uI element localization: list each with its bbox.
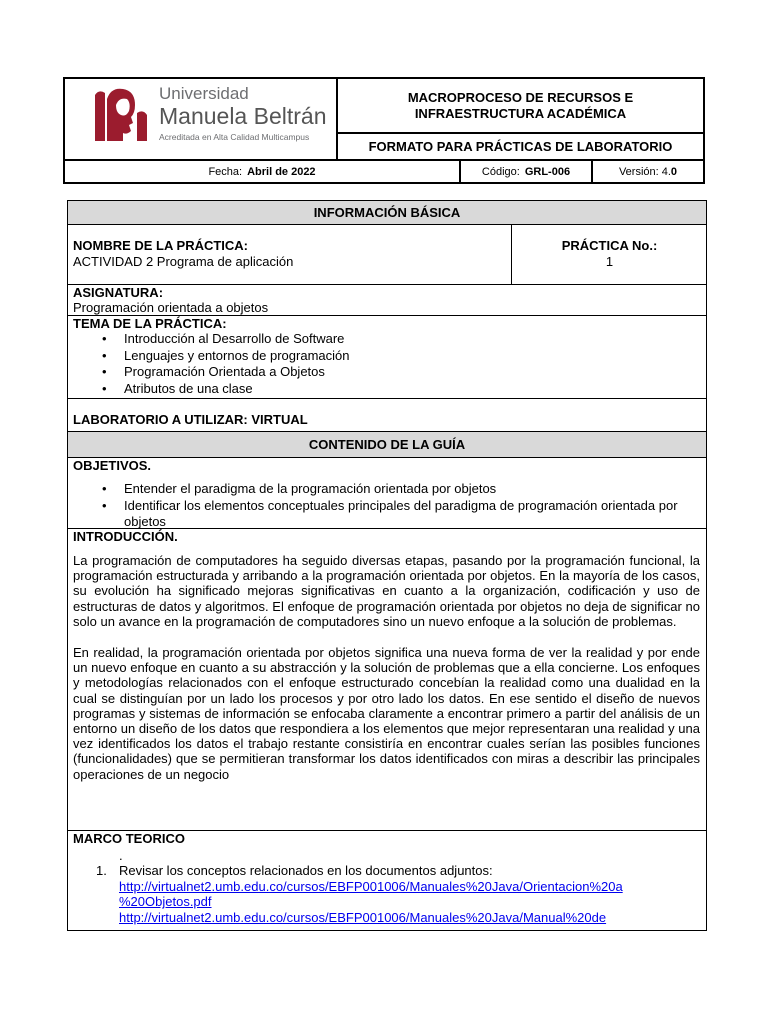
doc-link-1a[interactable]: http://virtualnet2.umb.edu.co/cursos/EBFP001006/Manuales%20Java/Orientacion%20a xyxy=(119,878,623,894)
codigo-cell xyxy=(461,161,593,182)
marco-label: MARCO TEORICO xyxy=(73,831,185,846)
header-meta-row xyxy=(65,159,703,182)
marco-item-text: Revisar los conceptos relacionados en los documentos adjuntos: xyxy=(119,863,493,878)
codigo-label: Código: xyxy=(481,165,520,178)
university-emblem-icon xyxy=(89,83,151,145)
practica-label: PRÁCTICA No.: xyxy=(561,238,658,253)
fecha-cell xyxy=(65,161,461,182)
nombre-cell xyxy=(68,238,299,270)
introduccion-row xyxy=(68,529,706,831)
list-item: • Lenguajes y entornos de programación xyxy=(124,348,700,365)
contenido-title: CONTENIDO DE LA GUÍA xyxy=(308,437,466,452)
introduccion-label: INTRODUCCIÓN. xyxy=(73,529,178,544)
logo-line-3: Acreditada en Alta Calidad Multicampus xyxy=(159,132,310,142)
marco-dot: . xyxy=(119,848,123,863)
intro-paragraph-2: En realidad, la programación orientada por objetos significa una nueva forma de ver la realidad y por ende un nuevo enfoque en cuanto a su abstracción y la solución de problemas que a ella concierne. Los enfoques y metodologías relacionados con el enfoque estructurado concebían la realidad como una dualidad en la cual se distinguían por un lado los procesos y por otro lado los datos. En ese sentido el diseño de nuevos programas y sistemas de información se enfocaba claramente a encontrar primero a partir del análisis de un entorno un diseño de los datos que respondiera a los elementos que mejor representaran una realidad y una vez identificados los datos el trabajo restante consistiría en encontrar cuales serían las posibles funciones (funcionalidades) que se permitieran transformar los datos identificados con miras a describir las principales operaciones de un negocio xyxy=(73,645,700,782)
logo-line-1: Universidad xyxy=(159,84,249,103)
macroproceso-title xyxy=(338,79,703,134)
info-basica-header xyxy=(68,201,706,225)
tema-list xyxy=(73,331,700,397)
practice-table xyxy=(67,200,707,931)
list-item: • Atributos de una clase xyxy=(124,381,700,398)
asignatura-label: ASIGNATURA: xyxy=(73,285,164,300)
doc-link-2[interactable]: http://virtualnet2.umb.edu.co/cursos/EBFP001006/Manuales%20Java/Manual%20de xyxy=(119,909,607,925)
objetivos-row xyxy=(68,458,706,529)
version-cell xyxy=(593,161,703,182)
objetivos-label: OBJETIVOS. xyxy=(73,458,152,473)
list-item: • Introducción al Desarrollo de Software xyxy=(124,331,700,348)
fecha-label: Fecha: xyxy=(208,165,243,178)
practica-cell xyxy=(511,225,707,284)
nombre-label: NOMBRE DE LA PRÁCTICA: xyxy=(73,238,249,253)
nombre-value: ACTIVIDAD 2 Programa de aplicación xyxy=(73,254,294,269)
asignatura-value: Programación orientada a objetos xyxy=(73,300,269,315)
macroproceso-text: MACROPROCESO DE RECURSOS E INFRAESTRUCTURA ACADÉMICA xyxy=(407,89,634,121)
tema-row xyxy=(68,316,706,399)
nombre-row xyxy=(68,225,706,285)
version-value: 0 xyxy=(670,165,678,178)
fecha-value: Abril de 2022 xyxy=(247,165,316,178)
intro-paragraph-1: La programación de computadores ha seguido diversas etapas, pasando por la programación funcional, la programación estructurada y arribando a la programación orientada por objetos. En la mayoría de los casos, su evolución ha significado mejoras significativas en cuanto a la organización, codificación y uso de estructuras de datos y algoritmos. El enfoque de programación orientada por objetos no deja de significar no solo un avance en la programación de computadores sino un nuevo enfoque a la solución de problemas. xyxy=(73,553,700,629)
practica-value: 1 xyxy=(605,254,614,269)
contenido-header xyxy=(68,432,706,458)
university-logo xyxy=(65,79,338,159)
marco-row xyxy=(68,831,706,931)
list-item: • Identificar los elementos conceptuales principales del paradigma de programación orientada por objetos xyxy=(124,498,700,531)
laboratorio-text: LABORATORIO A UTILIZAR: VIRTUAL xyxy=(73,412,308,427)
objetivos-list xyxy=(73,481,700,531)
formato-title xyxy=(338,134,703,159)
list-item: • Programación Orientada a Objetos xyxy=(124,364,700,381)
marco-list-item xyxy=(73,863,700,925)
tema-label: TEMA DE LA PRÁCTICA: xyxy=(73,316,227,331)
marco-number: 1. xyxy=(96,863,107,878)
codigo-value: GRL-006 xyxy=(524,165,571,178)
doc-link-1b[interactable]: %20Objetos.pdf xyxy=(119,894,212,909)
list-item: • Entender el paradigma de la programación orientada por objetos xyxy=(124,481,700,498)
logo-line-2: Manuela Beltrán xyxy=(159,103,327,129)
asignatura-row xyxy=(68,285,706,316)
info-basica-title: INFORMACIÓN BÁSICA xyxy=(313,205,461,220)
document-header xyxy=(63,77,705,184)
formato-text: FORMATO PARA PRÁCTICAS DE LABORATORIO xyxy=(368,139,673,154)
version-label: Versión: 4. xyxy=(618,165,671,178)
laboratorio-row xyxy=(68,399,706,432)
